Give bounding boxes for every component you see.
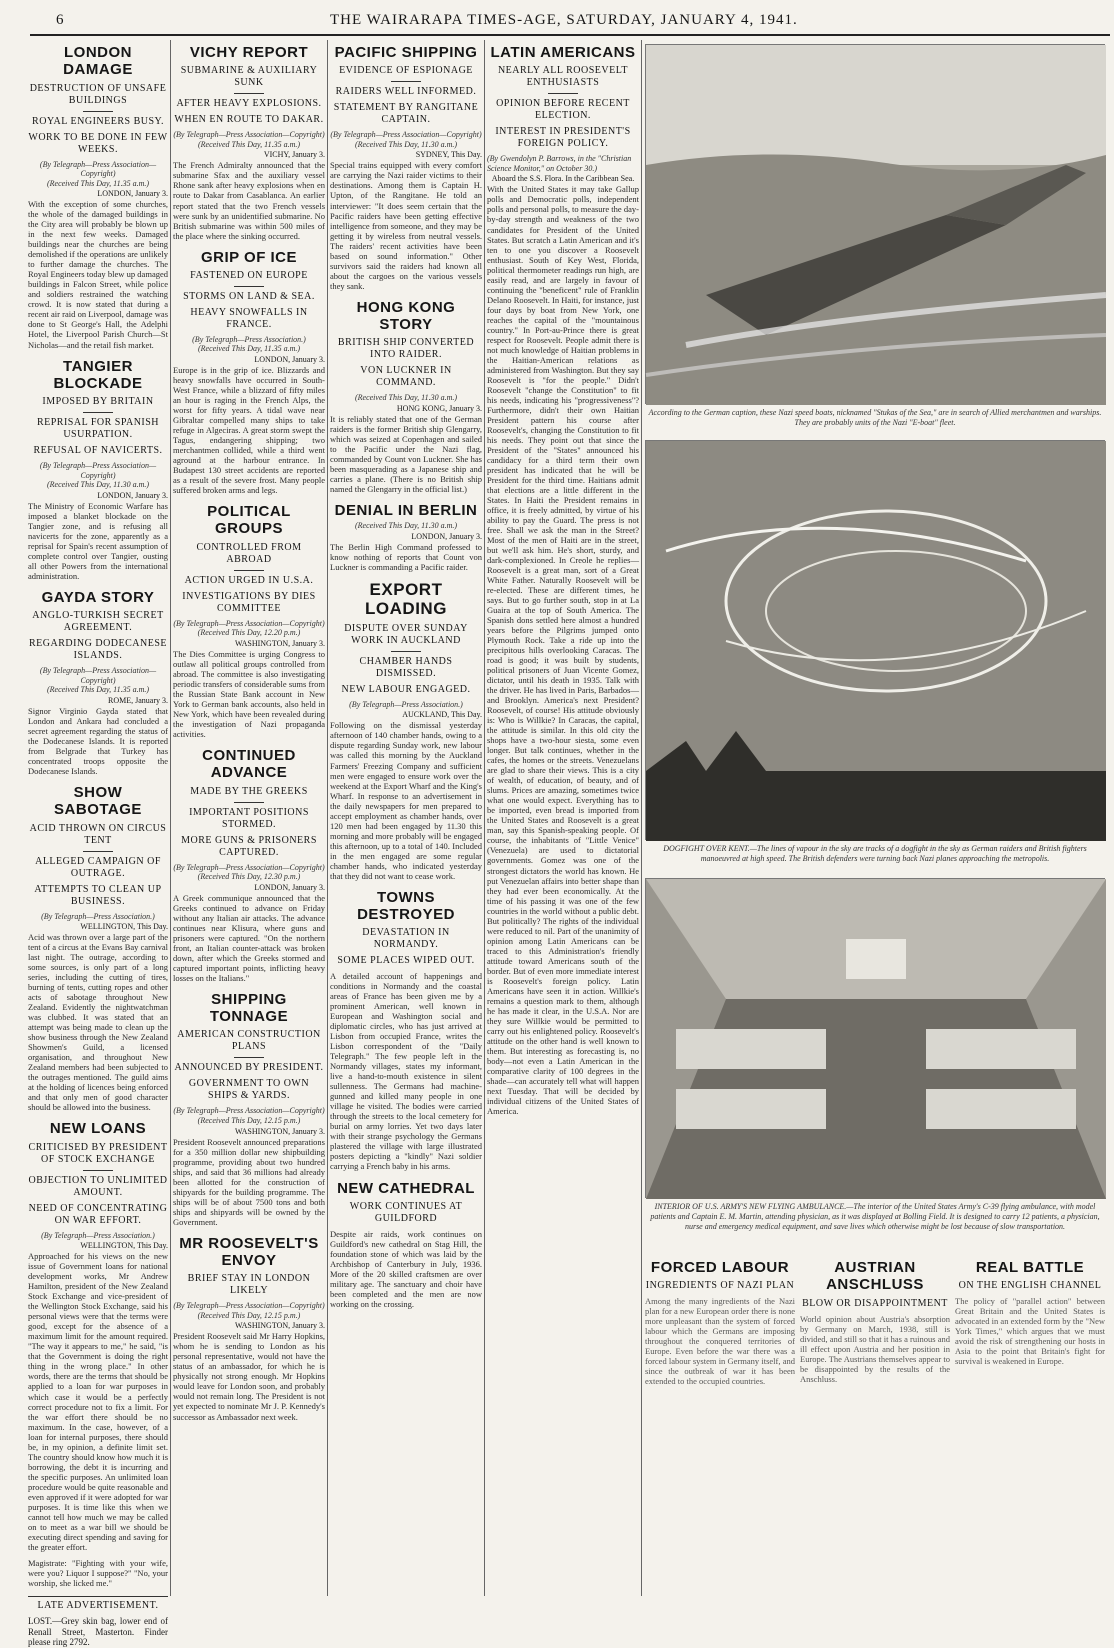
credit-line: (By Telegraph—Press Association—Copyright) <box>39 666 157 685</box>
subheading: BLOW OR DISAPPOINTMENT <box>802 1297 948 1309</box>
subheading: DISPUTE OVER SUNDAY WORK IN AUCKLAND <box>344 622 468 646</box>
subheading: WORK CONTINUES AT GUILDFORD <box>349 1200 463 1224</box>
subheading: CHAMBER HANDS DISMISSED. <box>359 655 453 679</box>
article-vichy-report <box>173 44 325 241</box>
headline: POLITICAL GROUPS <box>207 503 291 538</box>
headline: PACIFIC SHIPPING <box>334 44 478 61</box>
subheading: REPRISAL FOR SPANISH USURPATION. <box>36 417 160 441</box>
article-body: It is reliably stated that one of the German raiders is the former British ship Glengarry, which was seized at Copenhagen and sailed to the Pacific under the Nazi flag, commanded by Count von Luckner. She has been masquerading as a Japanese ship and carries a plane. (There is no British ship named the Glengarry in the official list.) <box>330 413 482 494</box>
received-line: (Received This Day, 11.30 a.m.) <box>354 521 458 531</box>
article-show-sabotage <box>28 784 168 1112</box>
photo-dogfight <box>645 440 1105 840</box>
column-rule <box>327 40 328 1596</box>
late-advertisement-heading: LATE ADVERTISEMENT. <box>28 1596 168 1612</box>
column-rule <box>641 40 642 1596</box>
received-line: (Received This Day, 11.30 a.m.) <box>354 393 458 403</box>
subheading: ROYAL ENGINEERS BUSY. <box>32 115 164 127</box>
article-denial-in-berlin <box>330 502 482 572</box>
article-body: Approached for his views on the new issue of Government loans for national development works, Mr Andrew Hamilton, president of the New Zealand Stock Exchange and vice-president of the Wellington Stock Exchange, said his personal views were that the terms were good, except for the absence of a maximum limit for the amount required. "The way it appears to me," he said, "is that the Government is doing the right thing in the wrong place." In other words, there are the terms that should be applied to a loan for war purposes in which case it would be a perfectly correct procedure not to fix a limit. For the war effort there should be no maximum. In the case, however, of a loan for internal purposes, there should be, in my opinion, a definite limit set. The country should know how much it is borrowing, the debt it is incurring and the specific purposes. An unlimited loan procedure would be quite reasonable and even approved if it were adopted for war purposes. It is time like this when we cannot tell how much we may be called on to meet as a war bill we should be executing direct spending and saving for the greater effort. <box>28 1251 168 1552</box>
article-continued-advance <box>173 747 325 983</box>
headline: HONG KONG STORY <box>356 298 456 333</box>
subheading: AFTER HEAVY EXPLOSIONS. <box>176 98 322 110</box>
column-2 <box>173 40 325 1600</box>
credit-line: (By Telegraph—Press Association—Copyright) <box>39 159 157 179</box>
subheading: BRIEF STAY IN LONDON LIKELY <box>187 1273 311 1297</box>
dateline: AUCKLAND, This Day. <box>402 710 482 720</box>
article-roosevelt-envoy <box>173 1235 325 1422</box>
subheading: BRITISH SHIP CONVERTED INTO RAIDER. <box>337 337 475 361</box>
headline: NEW CATHEDRAL <box>337 1179 475 1197</box>
dateline: ROME, January 3. <box>108 695 168 705</box>
dateline: WELLINGTON, This Day. <box>80 1241 168 1251</box>
article-body: President Roosevelt said Mr Harry Hopkins, whom he is sending to London as his personal representative, would not have the status of an ambassador, for which he is physically not strong enough. Mr Hopkins would leave for London soon, and probably would not remain long. The President is not yet expected to nominate Mr J. P. Kennedy's successor as Ambassador next week. <box>173 1331 325 1422</box>
credit-line: (By Telegraph—Press Association.) <box>41 911 155 921</box>
dateline: WASHINGTON, January 3. <box>234 1126 325 1136</box>
article-real-battle <box>955 1255 1105 1600</box>
subheading: SUBMARINE & AUXILIARY SUNK <box>180 65 318 89</box>
subheading: STORMS ON LAND & SEA. <box>183 290 315 302</box>
received-line: (Received This Day, 11.35 a.m.) <box>197 139 301 149</box>
credit-line: (By Telegraph—Press Association—Copyright) <box>173 130 325 140</box>
column-3 <box>330 40 482 1600</box>
received-line: (Received This Day, 12.15 p.m.) <box>197 1310 301 1320</box>
headline: SHOW SABOTAGE <box>54 784 142 819</box>
column-rule <box>170 40 171 1596</box>
dateline: VICHY, January 3. <box>263 150 325 160</box>
received-line: (Received This Day, 11.35 a.m.) <box>46 178 150 188</box>
credit-line: (By Telegraph—Press Association.) <box>349 699 463 709</box>
dateline: WASHINGTON, January 3. <box>234 1321 325 1331</box>
subheading: ACID THROWN ON CIRCUS TENT <box>29 822 167 846</box>
dateline: HONG KONG, January 3. <box>396 403 482 413</box>
subheading: DEVASTATION IN NORMANDY. <box>362 927 450 951</box>
subheading: SOME PLACES WIPED OUT. <box>337 955 475 967</box>
article-latin-americans <box>487 44 639 1116</box>
credit-line: (By Telegraph—Press Association—Copyright) <box>173 1106 325 1116</box>
article-body: World opinion about Austria's absorption by Germany on March, 1938, still is divided, and still so that it has a ruinous and ill effect upon Austria and her position in Europe. The Austrians themselves appear to be disappointed by the results of the Anschluss. <box>800 1313 950 1384</box>
subheading: CRITICISED BY PRESIDENT OF STOCK EXCHANGE <box>28 1141 168 1165</box>
byline: (By Gwendolyn P. Barrows, in the "Christian Science Monitor," on October 30.) <box>487 154 632 173</box>
caption-flying-ambulance: INTERIOR OF U.S. ARMY'S NEW FLYING AMBULANCE.—The interior of the United States Army's C-39 flying ambulance, with model patients and Captain E. M. Martin, attending physician, as it was displayed at Bolling Field. It is designed to carry 12 patients, a physician, nurse and emergency medical equipment, and save lives which otherwise might be lost because of slow transportation. <box>650 1202 1100 1231</box>
received-line: (Received This Day, 12.15 p.m.) <box>197 1115 301 1125</box>
article-body: With the United States it may take Gallup polls and Democratic polls, independent polls and personal polls, to measure the day-by-day strength and weakness of the two candidates for President of the United States. But scratch a Latin American and it's ten to one you discover a Roosevelt enthusiast. South of Key West, Florida, political thermometer readings run high, are easily read, and are largely in favour of continuing the "beneficent" rule of Franklin Delano Roosevelt. In Haiti, for instance, just four days by boat from New York, one reaches the capital of the "mountainous country." In Port-au-Prince there is great respect for Roosevelt. People admit there is not much knowledge of Haitian problems in the Haitian-American relations as administered from Washington. But they say Roosevelt is "for the people." Didn't Roosevelt "change the Constitution" to fit his needs, indicating his "progressiveness"? Furthermore, didn't their own Haitian President pattern his course after Roosevelt's, changing the Constitution to fit his needs. They point out that since the President of the "States" announced his candidacy for a third term their own president has indicated that he will be President for the third time. Haitians admit that elections are a little different in the States. In Haiti the President remains in office, it is freely admitted, by virtue of his ability to pay the Guard. The press is not free. Shall we ask the man in the Street? Most of the men of Haiti are in the street, but we'll ask him. He's short, sturdy, and dark-complexioned. In Creole he replies—Roosevelt is a great man, sort of a Great White Father. Naturally Roosevelt will be re-elected. These are different times, he says. But to go further south, stop in at La Guaira at the top of South America. The Spanish dons settled here almost a hundred years before the Pilgrims jumped onto Plymouth Rock. Take a ride up into the precipitous hills overlooking Caracas. The road is good; it was built by students, political prisoners of Juan Vicente Gomez, dictator, until his death in 1935. Talk with the driver. He has lived in Paris, Barbados—and Brooklyn. America's next President? Roosevelt, of course! His attitude obviously is: Who is Willkie? In Caracas, the capital, the attitude is similar. In this old city the shops have a two-hour siesta, some even longer. But talk continues, whether in the cafes, the homes or the streets. Venezuelans are glad to share their views. This is a city of wealth, of education, of beauty, and of slums. Prices are amazing, sometimes twice what one would expect. Everything has to be imported, even bread is imported from the United States and Roosevelt is a great man, say this Spanish-speaking people. Of course, the inhabitants of "Little Venice" (Venezuela) are used to dictatorial governments. Gomez was one of the strongest dictators the world has known. He put Venezuelan affairs into better shape than they had ever been economically. At the time of his passing it was one of the few countries in the world without a public debt. But politically? The rights of the individual were reduced to nil. Part of the unanimity of opinion among Latin Americans can be traced to this Administration's friendly attitude toward Americans south of the border. But of even more immediate interest is Roosevelt's foreign policy. Latin Americans have seen it in action. Willkie's remains a question mark to them, although he has made it clear, in the U.S.A. Nor are they sure Willkie would be permitted to carry out his enlightened policy. Roosevelt's attitude on the other hand is well known to them. But interesting as forecasting is, no body—not even a Latin American in the comparative clarity of 100 degrees in the shade—can accurately tell what will happen next Tuesday. That will be decided by individual citizens of the United States of America. <box>487 184 639 1116</box>
dateline: Aboard the S.S. Flora. In the Caribbean Sea. <box>491 174 635 184</box>
article-tangier-blockade <box>28 358 168 581</box>
article-new-loans <box>28 1120 168 1587</box>
filler-exchange: Magistrate: "Fighting with your wife, were you? Liquor I suppose?" "No, your worship, she licked me." <box>28 1557 168 1588</box>
article-body: Europe is in the grip of ice. Blizzards and heavy snowfalls have occurred in South-West France, while a blizzard of fifty miles an hour is raging in the French Alps, the worst for fifty years. A tidal wave near Gibraltar compelled many ships to take refuge in Algeciras. A great storm swept the Tagus, endangering shipping; two merchantmen collided, while a third went aground at the harbour entrance. In Budapest 130 street accidents are reported as a result of the severe frost. Many people suffered broken arms and legs. <box>173 365 325 496</box>
headline: REAL BATTLE <box>975 1259 1085 1276</box>
dateline: WASHINGTON, January 3. <box>234 638 325 648</box>
dateline: LONDON, January 3. <box>97 490 168 500</box>
article-body: The Dies Committee is urging Congress to outlaw all political groups controlled from abroad. The committee is also investigating periodic transfers of considerable sums from the Russian State Bank account in New York to German bank accounts, also held in New York, which have been revealed during the investigation of Nazi propaganda activities. <box>173 648 325 740</box>
article-body: The Berlin High Command professed to know nothing of reports that Count von Luckner is commanding a Pacific raider. <box>330 541 482 572</box>
caption-dogfight: DOGFIGHT OVER KENT.—The lines of vapour in the sky are tracks of a dogfight in the sky as German raiders and British fighters manoeuvred at high speed. The British defenders were turning back Nazi planes approaching the metropolis. <box>663 844 1087 863</box>
article-hong-kong-story <box>330 299 482 494</box>
article-body: Among the many ingredients of the Nazi plan for a new European order there is none more unpleasant than the system of forced labour which the Germans are imposing throughout the conquered territories of Europe. Even before the war there was a forced labour system in Germany itself, and since the outbreak of war it has been extended to the occupied countries. <box>645 1296 795 1387</box>
received-line: (Received This Day, 11.30 a.m.) <box>354 139 458 149</box>
article-towns-destroyed <box>330 889 482 1172</box>
article-grip-of-ice <box>173 249 325 496</box>
article-body: The Ministry of Economic Warfare has imposed a blanket blockade on the Tangier zone, and is refusing all navicerts for the zone, apparently as a reprisal for Spain's recent assumption of complete control over Tangier, ousting all other Powers from the international administration. <box>28 500 168 581</box>
masthead-rule <box>30 34 1110 36</box>
article-body: Following on the dismissal yesterday afternoon of 140 chamber hands, owing to a dispute regarding Sunday work, new labour was called this morning by the Auckland Farmers' Freezing Company and sufficient men were engaged to ensure work over the weekend at the Export Wharf and the King's Wharf. In response to an advertisement in the daily newspapers for men prepared to accept employment as chamber hands, over 120 men had been engaged by 11.30 this morning and more probably will be engaged this afternoon, up to a total of 140. Included in the men engaged are some regular chamber hands, who indicated yesterday that they did not want to cease work. <box>330 720 482 881</box>
credit-line: (By Telegraph—Press Association.) <box>192 334 306 344</box>
headline: EXPORT LOADING <box>365 579 447 619</box>
headline: CONTINUED ADVANCE <box>202 747 296 782</box>
credit-line: (By Telegraph—Press Association—Copyright) <box>173 1301 325 1311</box>
newspaper-title: THE WAIRARAPA TIMES-AGE, SATURDAY, JANUARY 4, 1941. <box>330 12 798 28</box>
headline: NEW LOANS <box>49 1120 147 1138</box>
headline: TOWNS DESTROYED <box>357 888 455 923</box>
subheading: ATTEMPTS TO CLEAN UP BUSINESS. <box>34 883 162 907</box>
article-body: A detailed account of happenings and conditions in Normandy and the coastal areas of France has been given me by a prominent American, well known in European and Washington social and diplomatic circles, who has just arrived at Lisbon from occupied France, writes the Lisbon correspondent of the "Daily Telegraph." The few people left in the Normandy villages, states my informant, live a hand-to-mouth existence in silent sullenness. The Germans had machine-gunned and killed many people in one village he visited. The bodies were carried through the streets to the local cemetery for burial on army lorries. Yet two days later with their strange psychology the Germans plastered the village with large illustrated posters depicting a "kindly" Nazi soldier carrying a French baby in his arms. <box>330 971 482 1172</box>
credit-line: (By Telegraph—Press Association—Copyright) <box>173 618 325 628</box>
article-gayda-story <box>28 589 168 776</box>
subheading: ALLEGED CAMPAIGN OF OUTRAGE. <box>35 855 161 879</box>
headline: LATIN AMERICANS <box>490 44 636 61</box>
article-political-groups <box>173 503 325 739</box>
column-rule <box>484 40 485 1596</box>
dateline: LONDON, January 3. <box>411 531 482 541</box>
received-line: (Received This Day, 11.35 a.m.) <box>197 344 301 354</box>
subheading: REGARDING DODECANESE ISLANDS. <box>28 638 168 662</box>
subheading: INGREDIENTS OF NAZI PLAN <box>645 1280 795 1292</box>
dateline: LONDON, January 3. <box>254 882 325 892</box>
subheading: ANNOUNCED BY PRESIDENT. <box>174 1062 324 1074</box>
credit-line: (By Telegraph—Press Association—Copyright) <box>173 862 325 872</box>
article-london-damage <box>28 44 168 350</box>
subheading: CONTROLLED FROM ABROAD <box>196 541 302 565</box>
page-number: 6 <box>56 12 64 28</box>
credit-line: (By Telegraph—Press Association—Copyright) <box>39 461 157 480</box>
received-line: (Received This Day, 12.20 p.m.) <box>197 628 301 638</box>
photo-flying-ambulance <box>645 878 1105 1198</box>
article-new-cathedral <box>330 1180 482 1309</box>
column-1 <box>28 40 168 1648</box>
subheading: NEW LABOUR ENGAGED. <box>341 683 471 695</box>
subheading: ANGLO-TURKISH SECRET AGREEMENT. <box>32 610 164 634</box>
article-export-loading <box>330 580 482 881</box>
article-body: The policy of "parallel action" between Great Britain and the United States is advocated in an extended form by the "New York Times," which argues that we must avoid the risk of strengthening our hosts in Asia to the point that Britain's fight for survival is weakened in Europe. <box>955 1296 1105 1367</box>
subheading: INVESTIGATIONS BY DIES COMMITTEE <box>182 590 316 614</box>
subheading: MORE GUNS & PRISONERS CAPTURED. <box>181 834 317 858</box>
headline: GRIP OF ICE <box>200 248 298 266</box>
article-body: Acid was thrown over a large part of the tent of a circus at the Evans Bay carnival last night. The outrage, according to some sources, is only part of a long series, including the cutting of tires, burning of tents, cutting ropes and other acts of sabotage throughout New Zealand. Evidently the nightwatchman was clubbed. It was stated that an attempt was being made to clean up the show business through the New Zealand Showmen's Guild, a licensed organisation, and throughout New Zealand members had been subjected to the outrages mentioned. The guild aims at the holding of licences being enforced and that only men of good character should be allowed into the business. <box>28 932 168 1113</box>
article-body: Special trains equipped with every comfort are carrying the Nazi raider victims to their destinations. Among them is Captain H. Upton, of the Rangitane. He told an interviewer: "It does seem certain that the Pacific raiders have been getting effective intelligence from someone, and they may be getting it by wireless from neutral vessels. The raiders' recent activities have been based on sound information." Other survivors said the raiders had known all about the cargoes on the various vessels they sank. <box>330 160 482 291</box>
subheading: RAIDERS WELL INFORMED. <box>335 86 477 98</box>
headline: DENIAL IN BERLIN <box>334 501 478 519</box>
article-body: Despite air raids, work continues on Guildford's new cathedral on Stag Hill, the foundation stone of which was laid by the Archbishop of Canterbury in July, 1936. More of the 20 skilled craftsmen are over military age. The sanctuary and choir have been completed and the men are now working on the crossing. <box>330 1228 482 1309</box>
subheading: DESTRUCTION OF UNSAFE BUILDINGS <box>29 82 167 106</box>
photo-speed-boats <box>645 44 1105 404</box>
subheading: INTEREST IN PRESIDENT'S FOREIGN POLICY. <box>495 126 631 150</box>
headline: LONDON DAMAGE <box>63 44 133 79</box>
dateline: LONDON, January 3. <box>254 355 325 364</box>
headline: TANGIER BLOCKADE <box>53 357 143 392</box>
subheading: ON THE ENGLISH CHANNEL <box>958 1280 1102 1292</box>
subheading: IMPOSED BY BRITAIN <box>42 396 154 408</box>
subheading: WORK TO BE DONE IN FEW WEEKS. <box>28 131 168 155</box>
caption-speed-boats: According to the German caption, these Nazi speed boats, nicknamed "Stukas of the Sea," are in search of Allied merchantmen and warships. They are probably units of the Nazi "E-boat" fleet. <box>648 408 1102 427</box>
headline: FORCED LABOUR <box>650 1259 790 1276</box>
subheading: REFUSAL OF NAVICERTS. <box>33 445 163 457</box>
article-pacific-shipping <box>330 44 482 291</box>
headline: VICHY REPORT <box>189 44 309 61</box>
subheading: MADE BY THE GREEKS <box>190 785 308 797</box>
article-shipping-tonnage <box>173 991 325 1227</box>
headline: SHIPPING TONNAGE <box>209 990 289 1026</box>
article-body: A Greek communique announced that the Greeks continued to advance on Friday without any Italian air attacks. The advance continues near Klisura, where guns and prisoners were captured. "On the northern front, an Italian counter-attack was broken down, after which the Greeks stormed and captured important points, inflicting heavy losses on the Italians." <box>173 892 325 983</box>
dateline: SYDNEY, This Day. <box>415 150 482 160</box>
credit-line: (By Telegraph—Press Association.) <box>41 1230 155 1240</box>
subheading: VON LUCKNER IN COMMAND. <box>360 365 452 389</box>
column-4 <box>487 40 639 1116</box>
article-body: Signor Virginio Gayda stated that London and Ankara had concluded a secret agreement regarding the status of the Dodecanese Islands. It is reported from Belgrade that Turkey has concentrated troops opposite the Dodecanese Islands. <box>28 705 168 777</box>
subheading: IMPORTANT POSITIONS STORMED. <box>189 806 309 830</box>
subheading: NEARLY ALL ROOSEVELT ENTHUSIASTS <box>497 65 629 89</box>
article-forced-labour <box>645 1255 795 1600</box>
dateline: LONDON, January 3. <box>97 189 168 199</box>
headline: AUSTRIAN ANSCHLUSS <box>826 1259 924 1294</box>
subheading: STATEMENT BY RANGITANE CAPTAIN. <box>333 102 479 126</box>
article-body: With the exception of some churches, the whole of the damaged buildings in the City area will probably be blown up in the next few weeks. Damaged buildings near the churches are being demolished if the operations are unlikely to further damage the churches. The Royal Engineers today blew up damaged buildings in Falcon Street, while police and soldiers restrained the watching crowd. It is now stated that during a recent air raid on Liverpool, damage was done to St George's Hall, the Adelphi Hotel, the Liverpool Parish Church—St Nicholas—and the retail fish market. <box>28 199 168 350</box>
subheading: EVIDENCE OF ESPIONAGE <box>339 65 473 77</box>
headline: GAYDA STORY <box>41 588 155 606</box>
subheading: FASTENED ON EUROPE <box>190 269 308 281</box>
credit-line: (By Telegraph—Press Association—Copyright) <box>330 130 482 140</box>
subheading: HEAVY SNOWFALLS IN FRANCE. <box>190 306 308 330</box>
subheading: ACTION URGED IN U.S.A. <box>184 574 314 586</box>
subheading: AMERICAN CONSTRUCTION PLANS <box>177 1029 321 1053</box>
headline: MR ROOSEVELT'S ENVOY <box>179 1234 319 1269</box>
article-body: The French Admiralty announced that the submarine Sfax and the auxiliary vessel Rhone sank after heavy explosions when en route to Dakar from Casablanca. An earlier report stated that the two French vessels were sunk by an unidentified submarine. No British submarine was within 500 miles of the place where the sinking occurred. <box>173 160 325 241</box>
article-austrian-anschluss <box>800 1255 950 1600</box>
received-line: (Received This Day, 12.30 p.m.) <box>197 872 301 882</box>
classified-lost: LOST.—Grey skin bag, lower end of Renall Street, Masterton. Finder please ring 2792. <box>28 1615 168 1648</box>
subheading: OPINION BEFORE RECENT ELECTION. <box>496 98 630 122</box>
masthead <box>0 6 1114 36</box>
subheading: OBJECTION TO UNLIMITED AMOUNT. <box>28 1174 168 1198</box>
article-body: President Roosevelt announced preparations for a 350 million dollar new shipbuilding programme, providing about two hundred ships, and said that 36 millions had already been allotted for the construction of shipyards for the building programme. The ships will be of about 7500 tons and both ships and shipyards will be owned by the Government. <box>173 1136 325 1227</box>
subheading: NEED OF CONCENTRATING ON WAR EFFORT. <box>28 1202 168 1226</box>
received-line: (Received This Day, 11.35 a.m.) <box>46 685 150 695</box>
subheading: GOVERNMENT TO OWN SHIPS & YARDS. <box>188 1078 310 1102</box>
received-line: (Received This Day, 11.30 a.m.) <box>46 480 150 490</box>
subheading: WHEN EN ROUTE TO DAKAR. <box>174 114 324 126</box>
dateline: WELLINGTON, This Day. <box>80 922 168 932</box>
